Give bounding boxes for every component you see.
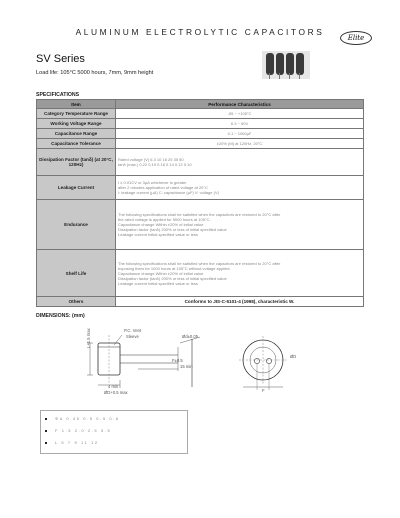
row-label: Capacitance Range xyxy=(37,129,116,139)
table-row xyxy=(37,149,364,176)
series-title: SV Series xyxy=(36,53,85,65)
specifications-table xyxy=(36,99,364,307)
lead-hole-right xyxy=(266,358,271,363)
body-length-label: L+1.5 max xyxy=(86,328,91,348)
list-item: Φd 0.45 0.5 0.5 0.6 xyxy=(41,414,187,423)
table-header-row xyxy=(37,100,364,109)
lead-hole-left xyxy=(254,358,259,363)
table-row xyxy=(37,200,364,250)
column-header-performance: Performance Characteristics xyxy=(116,100,364,109)
row-label: Working Voltage Range xyxy=(37,119,116,129)
product-photo xyxy=(262,51,310,79)
face-f-label: F xyxy=(262,388,265,393)
brand-logo: Elite xyxy=(340,31,372,45)
stand-label: 4 min xyxy=(108,384,119,389)
list-item: L 5 7 9 11 12 xyxy=(41,438,187,447)
body-dia-label: ØD+0.5 max xyxy=(104,390,128,395)
sleeve-label: Sleeve xyxy=(126,334,139,339)
table-row xyxy=(37,176,364,200)
row-label: Leakage Current xyxy=(37,176,116,200)
row-label: Shelf Life xyxy=(37,250,116,297)
table-row xyxy=(37,129,364,139)
row-value: 6.3 ~ 50V xyxy=(116,119,364,129)
table-row xyxy=(37,250,364,297)
bullet-icon xyxy=(45,442,47,444)
row-value: The following specifications shall be satisfied when the capacitors are restored to 20°C after the rated voltage is applied for 5000 hours at 105°C. Capacitance change Within ±20% of initial value Dissipation factor (tanδ) 200% or less of initial specified value Leakage current Initial specified value or less xyxy=(116,200,364,250)
row-label: Dissipation Factor (tanδ) (at 20°C, 120Hz) xyxy=(37,149,116,176)
row-value: The following specifications shall be satisfied when the capacitors are restored to 20°C after exposing them for 1000 hours at 105°C without voltage applied. Capacitance change Within ±20% of initial value Dissipation factor (tanδ) 200% or less of initial specified value Leakage current Initial specified value or less xyxy=(116,250,364,297)
table-row xyxy=(37,109,364,119)
row-value: I ≤ 0.01CV or 3μA whichever is greater after 2 minutes application of rated voltage at 20°C I: leakage current (μA) C: capacitance (μF) V: voltage (V) xyxy=(116,176,364,200)
row-label: Others xyxy=(37,297,116,307)
row-value: -55 ~ +105°C xyxy=(116,109,364,119)
series-subtitle: Load life: 105°C 5000 hours, 7mm, 9mm height xyxy=(36,70,154,76)
row-label: Category Temperature Range xyxy=(37,109,116,119)
table-row xyxy=(37,139,364,149)
face-dia-label: ØD xyxy=(290,354,297,359)
vent-label: P.C. Vent xyxy=(124,328,142,333)
dimensions-label: DIMENSIONS: (mm) xyxy=(36,313,85,319)
lead-min-label: 15 min xyxy=(180,364,193,369)
lead-dia-label: Ød±0.05 xyxy=(182,334,199,339)
table-row xyxy=(37,119,364,129)
bullet-icon xyxy=(45,418,47,420)
notes-box xyxy=(40,410,188,454)
capacitor-face-outer xyxy=(243,340,283,380)
bullet-icon xyxy=(45,430,47,432)
column-header-item: Item xyxy=(37,100,116,109)
category-header: ALUMINUM ELECTROLYTIC CAPACITORS xyxy=(75,27,325,37)
row-value: Rated voltage (V) 6.3 10 16 25 35 50 tanδ (max.) 0.22 0.19 0.16 0.14 0.12 0.10 xyxy=(116,149,364,176)
lead-spacing-label: F±0.5 xyxy=(172,358,183,363)
row-label: Capacitance Tolerance xyxy=(37,139,116,149)
list-item: F 1.5 2.0 2.5 3.5 xyxy=(41,426,187,435)
row-value: 0.1 ~ 1000μF xyxy=(116,129,364,139)
table-row xyxy=(37,297,364,307)
row-label: Endurance xyxy=(37,200,116,250)
row-value: ±20% (M) at 120Hz, 20°C xyxy=(116,139,364,149)
specifications-label: SPECIFICATIONS xyxy=(36,92,80,98)
row-value: Conforms to JIS-C-5101-4 (1998), characteristic W. xyxy=(116,297,364,307)
